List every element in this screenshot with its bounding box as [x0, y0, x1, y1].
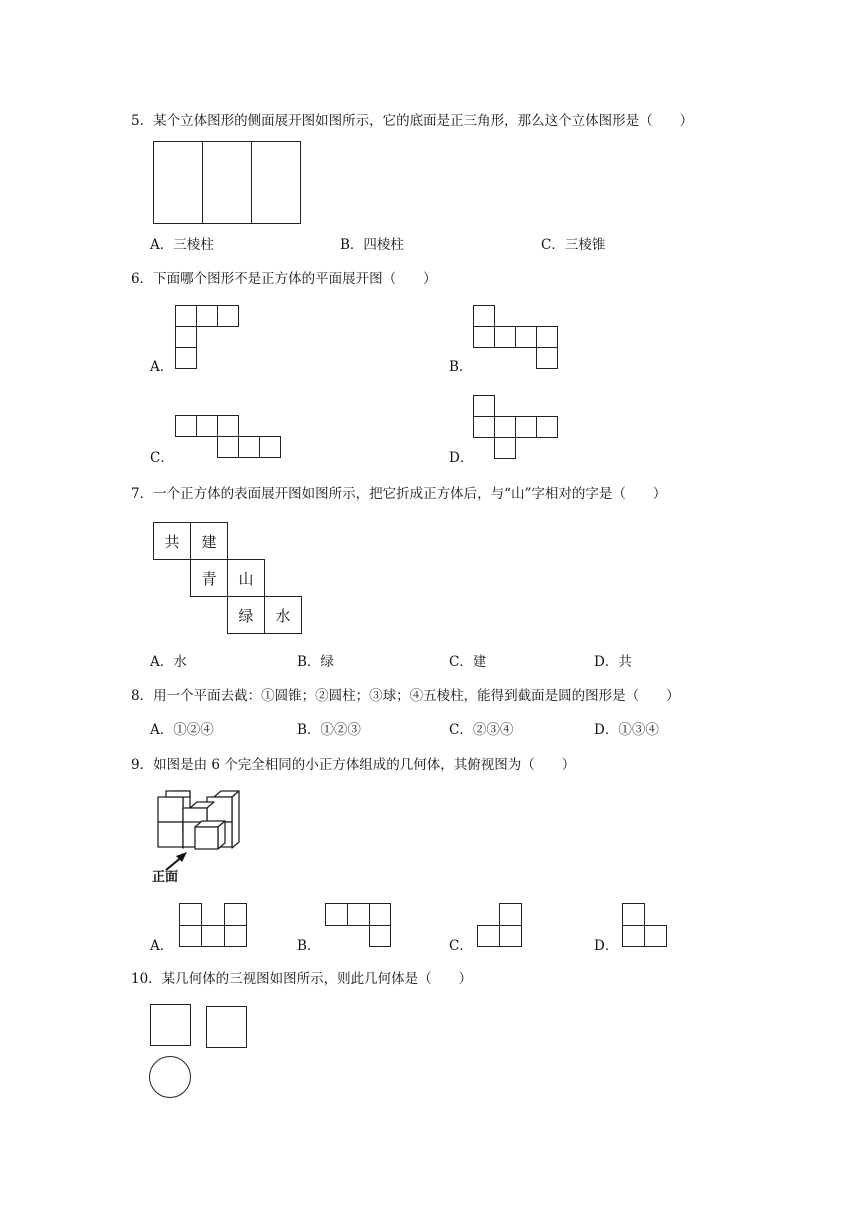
- net-square: [473, 305, 495, 327]
- net-square: [217, 436, 239, 458]
- net-square: [515, 416, 537, 438]
- q9-label-b[interactable]: B．: [297, 938, 321, 954]
- q9-option-d-view: [622, 903, 667, 947]
- net-square: [494, 437, 516, 459]
- net-square: [473, 395, 495, 417]
- net-square: [238, 436, 260, 458]
- net-square: [175, 326, 197, 348]
- view-square: [369, 925, 391, 947]
- q7-option-a[interactable]: A．水: [150, 654, 187, 670]
- side-view-square: [206, 1006, 247, 1048]
- q5-stem: 5．某个立体图形的侧面展开图如图所示，它的底面是正三角形，那么这个立体图形是（ ）: [131, 113, 694, 129]
- view-square: [499, 903, 522, 926]
- view-square: [325, 903, 348, 926]
- top-view-circle: [149, 1056, 191, 1098]
- view-square: [179, 903, 202, 926]
- q7-cube-net: [153, 522, 303, 634]
- net-rect: [202, 141, 252, 224]
- net-rect: [251, 141, 301, 224]
- q7-stem: 7．一个正方体的表面展开图如图所示，把它折成正方体后，与“山”字相对的字是（ ）: [131, 486, 667, 502]
- view-square: [369, 903, 391, 926]
- net-char-cell: 水: [264, 596, 302, 634]
- view-square: [622, 925, 645, 947]
- view-square: [224, 925, 247, 947]
- net-square: [473, 326, 495, 348]
- view-square: [499, 925, 522, 947]
- q9-option-a-view: [179, 903, 247, 947]
- view-square: [224, 903, 247, 926]
- view-square: [201, 925, 225, 947]
- q9-label-c[interactable]: C．: [449, 938, 473, 954]
- q6-option-b-net: [473, 305, 558, 369]
- q7-option-b[interactable]: B．绿: [297, 654, 334, 670]
- q6-label-c[interactable]: C．: [150, 450, 174, 466]
- q5-option-a[interactable]: A．三棱柱: [150, 237, 214, 253]
- net-square: [196, 415, 218, 437]
- net-square: [515, 326, 537, 348]
- net-square: [175, 305, 197, 327]
- view-square: [622, 903, 645, 926]
- q10-stem: 10．某几何体的三视图如图所示，则此几何体是（ ）: [131, 971, 473, 987]
- net-square: [217, 305, 239, 327]
- net-square: [536, 347, 558, 369]
- front-view-square: [150, 1004, 191, 1046]
- view-square: [644, 925, 667, 947]
- q9-front-label: 正面: [152, 870, 179, 885]
- q8-option-d[interactable]: D．①③④: [594, 722, 659, 738]
- net-square: [536, 326, 558, 348]
- net-char-cell: 山: [227, 559, 265, 597]
- net-rect: [153, 141, 203, 224]
- net-square: [473, 416, 495, 438]
- view-square: [179, 925, 202, 947]
- q7-option-c[interactable]: C．建: [449, 654, 487, 670]
- q9-label-d[interactable]: D．: [594, 938, 619, 954]
- net-char-cell: 共: [153, 522, 191, 560]
- net-square: [259, 436, 281, 458]
- q6-option-d-net: [473, 395, 558, 459]
- net-square: [494, 326, 516, 348]
- q6-label-d[interactable]: D．: [449, 450, 474, 466]
- net-square: [494, 416, 516, 438]
- q6-option-a-net: [175, 305, 239, 369]
- q8-option-c[interactable]: C．②③④: [449, 722, 514, 738]
- net-square: [196, 305, 218, 327]
- q6-label-a[interactable]: A．: [150, 359, 174, 375]
- net-square: [536, 416, 558, 438]
- net-square: [175, 415, 197, 437]
- q6-option-c-net: [175, 415, 281, 458]
- view-square: [477, 925, 500, 947]
- q9-label-a[interactable]: A．: [150, 938, 174, 954]
- net-char-cell: 青: [190, 559, 228, 597]
- net-char-cell: 绿: [227, 596, 265, 634]
- q8-option-a[interactable]: A．①②④: [150, 722, 214, 738]
- q7-option-d[interactable]: D．共: [594, 654, 632, 670]
- view-square: [347, 903, 370, 926]
- q9-stem: 9．如图是由 6 个完全相同的小正方体组成的几何体，其俯视图为（ ）: [131, 757, 576, 773]
- net-char-cell: 建: [190, 522, 228, 560]
- q5-net-figure: [153, 141, 301, 224]
- q5-option-c[interactable]: C．三棱锥: [541, 237, 606, 253]
- net-square: [175, 347, 197, 369]
- q9-option-c-view: [477, 903, 522, 947]
- net-square: [217, 415, 239, 437]
- q6-label-b[interactable]: B．: [449, 359, 473, 375]
- q8-option-b[interactable]: B．①②③: [297, 722, 361, 738]
- front-arrow-icon: [166, 852, 187, 870]
- q8-stem: 8．用一个平面去截：①圆锥；②圆柱；③球；④五棱柱，能得到截面是圆的图形是（ ）: [131, 688, 680, 704]
- q9-option-b-view: [325, 903, 391, 947]
- q5-option-b[interactable]: B．四棱柱: [340, 237, 404, 253]
- q6-stem: 6．下面哪个图形不是正方体的平面展开图（ ）: [131, 271, 437, 287]
